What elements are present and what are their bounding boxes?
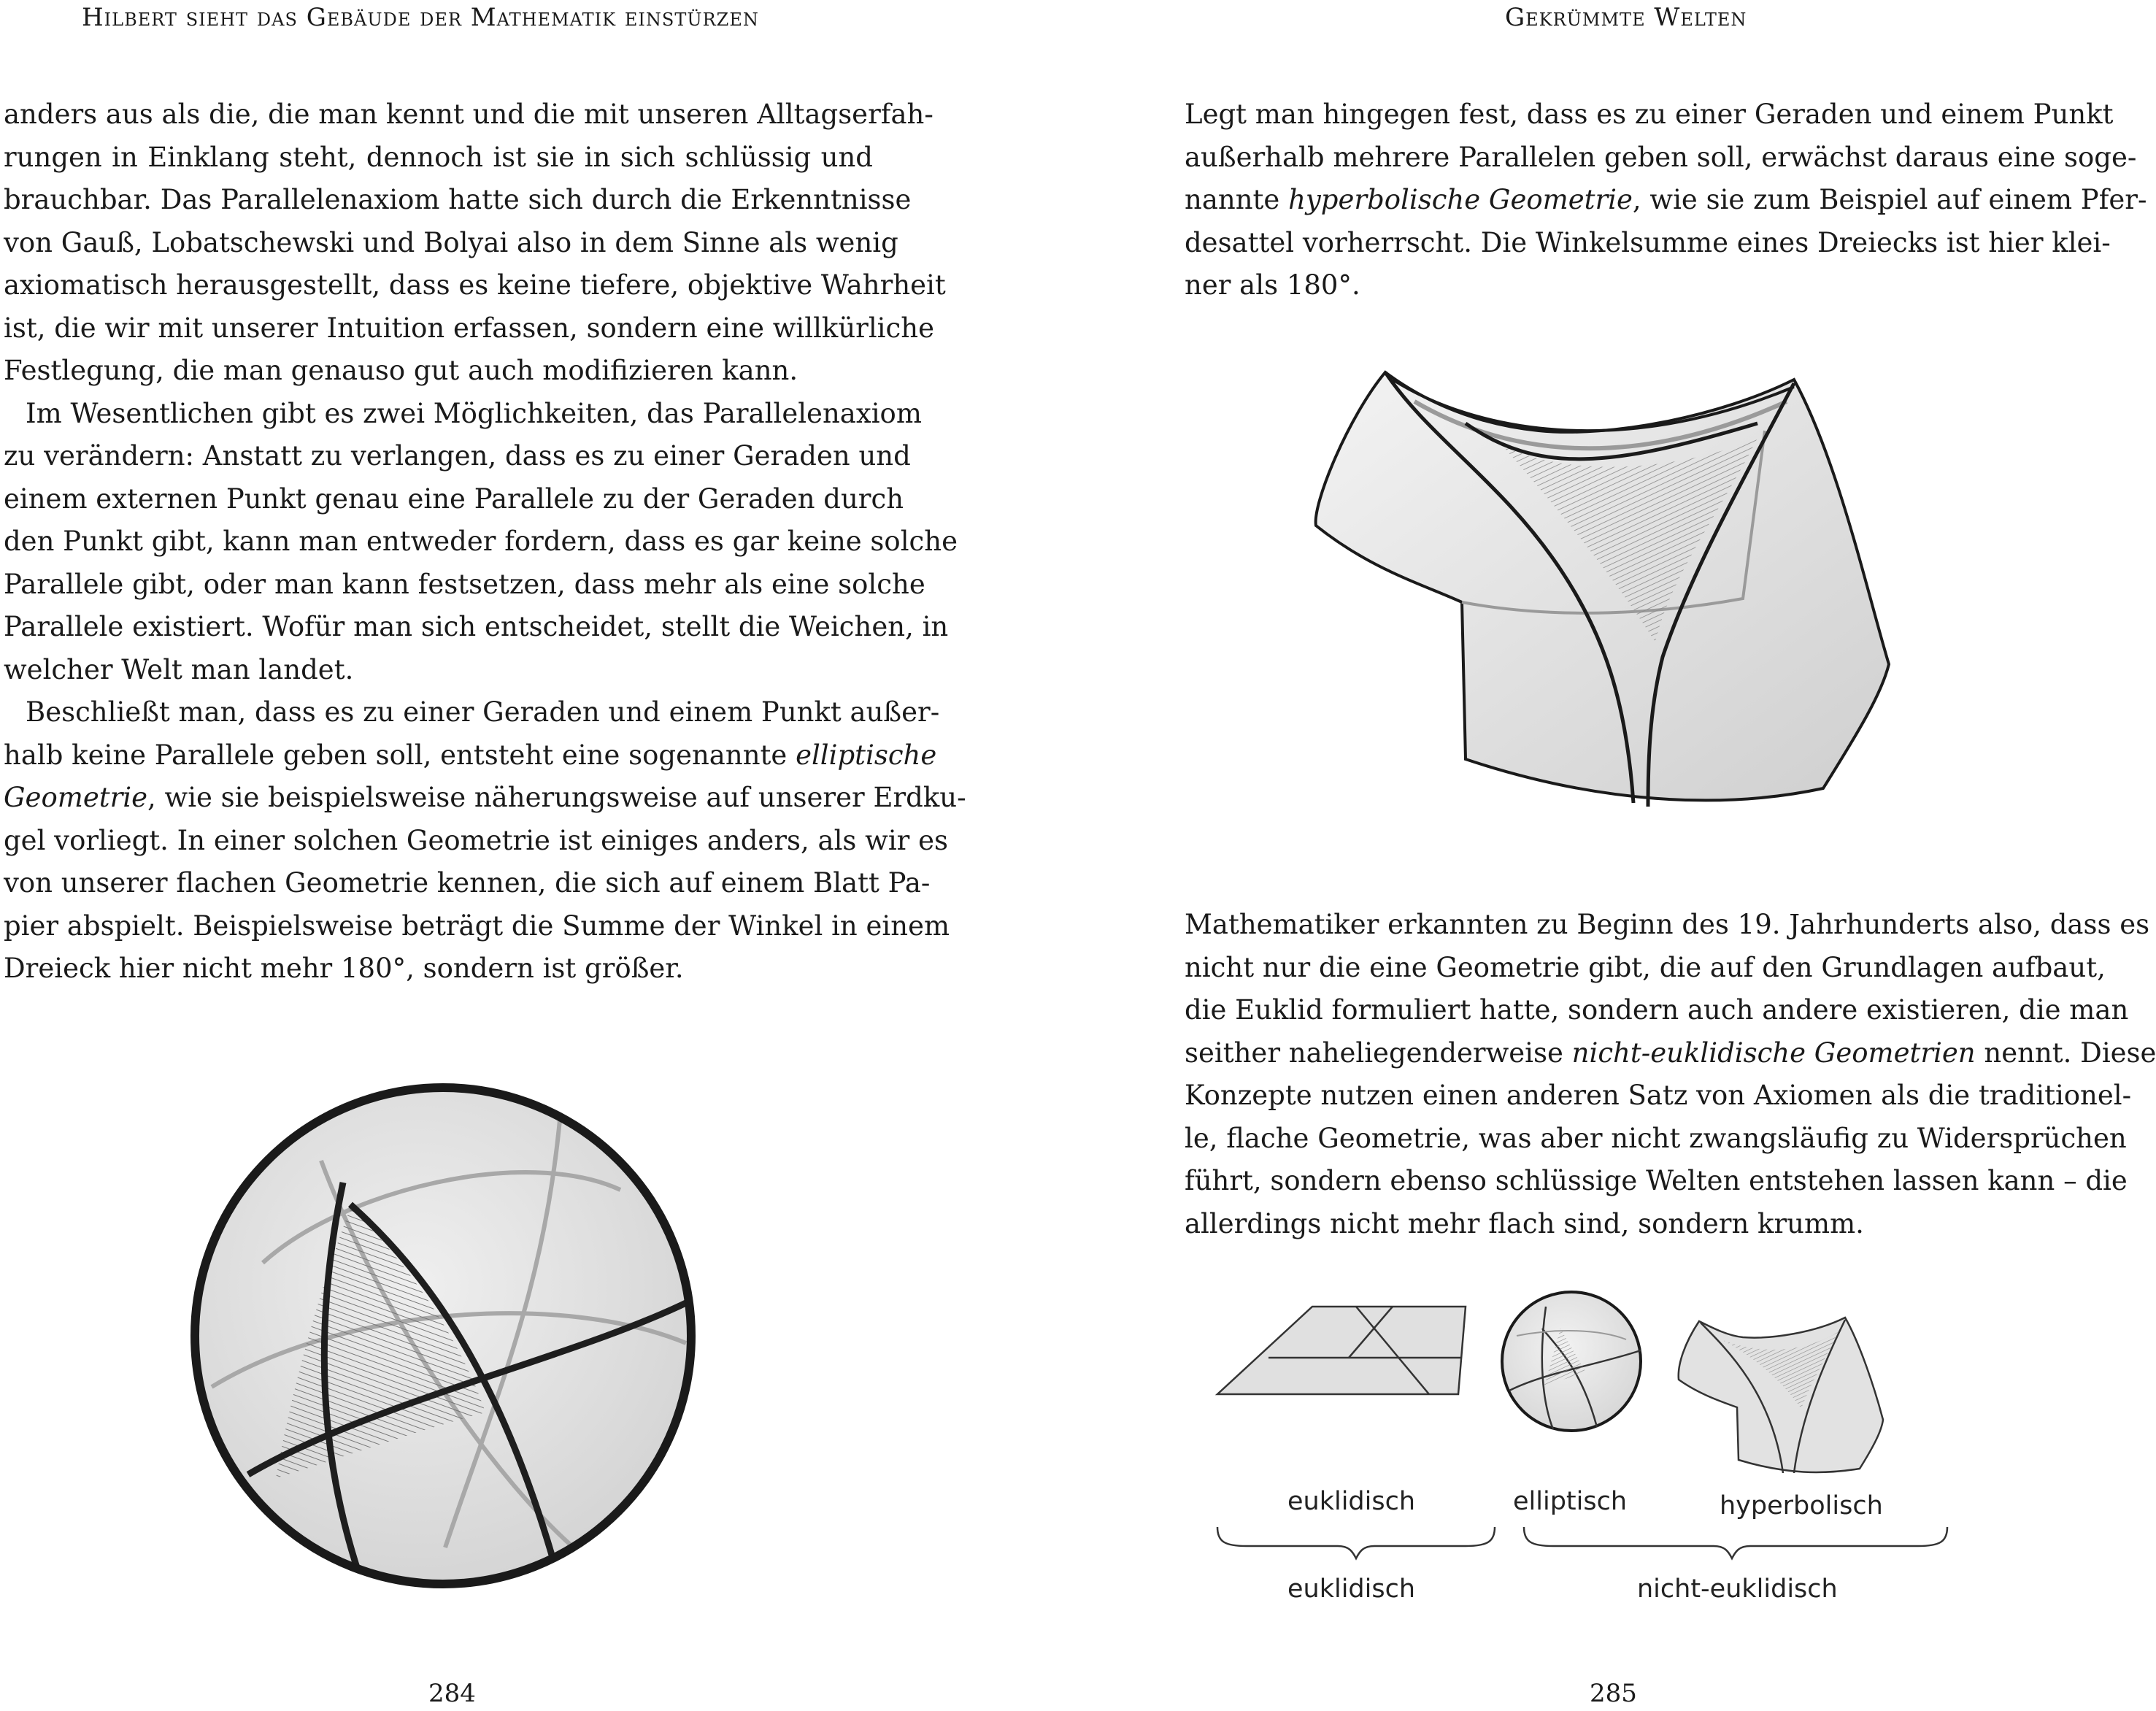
text-line: Beschließt man, dass es zu einer Geraden und einem Punkt außer- [26,696,940,728]
text-line: Dreieck hier nicht mehr 180°, sondern ist größer. [4,953,684,984]
italic-term: Geometrie [4,782,147,813]
saddle-body [1316,372,1889,800]
running-head-left: Hilbert sieht das Gebäude der Mathematik einstürzen [82,3,759,32]
text-run: nannte [1185,184,1289,215]
small-saddle-icon [1679,1318,1883,1473]
brace-euclid [1217,1527,1495,1558]
text-line: von Gauß, Lobatschewski und Bolyai also in dem Sinne als wenig [4,226,898,258]
text-line: rungen in Einklang steht, dennoch ist sie in sich schlüssig und [4,141,873,173]
text-line: Legt man hingegen fest, dass es zu einer Geraden und einem Punkt [1185,99,2114,130]
geometry-comparison-diagram [1217,1299,2057,1620]
text-line: anders aus als die, die man kennt und die mit unseren Alltagserfah- [4,99,933,130]
flat-plane-icon [1217,1307,1466,1394]
text-run: nennt. Diese [1975,1037,2156,1069]
brace-non-euclid [1524,1527,1947,1558]
text-line: Parallele existiert. Wofür man sich entscheidet, stellt die Weichen, in [4,611,949,642]
label-elliptic-top: elliptisch [1513,1487,1628,1516]
text-line: le, flache Geometrie, was aber nicht zwangsläufig zu Widersprüchen [1185,1122,2127,1154]
text-line: führt, sondern ebenso schlüssige Welten entstehen lassen kann – die [1185,1165,2128,1196]
label-euclid-bottom: euklidisch [1287,1574,1416,1604]
text-line: den Punkt gibt, kann man entweder fordern, dass es gar keine solche [4,526,958,557]
text-line [4,734,937,777]
italic-term: hyperbolische Geometrie [1288,184,1633,215]
text-line [4,777,966,820]
italic-term: elliptische [796,739,937,771]
text-line [1185,1032,2156,1075]
text-line: Konzepte nutzen einen anderen Satz von Axiomen als die traditionel- [1185,1080,2132,1111]
sphere-illustration [182,1080,708,1606]
text-run: , wie sie zum Beispiel auf einem Pfer- [1632,184,2147,215]
text-line: ner als 180°. [1185,269,1360,301]
page-number-left: 284 [428,1679,476,1708]
saddle-illustration [1283,350,1940,825]
text-line: axiomatisch herausgestellt, dass es keine tiefere, objektive Wahrheit [4,269,946,301]
text-line: Parallele gibt, oder man kann festsetzen, dass mehr als eine solche [4,568,925,600]
text-line: außerhalb mehrere Parallelen geben soll, erwächst daraus eine soge- [1185,141,2137,173]
small-sphere-icon [1502,1292,1641,1431]
text-run: , wie sie beispielsweise näherungsweise auf unserer Erdku- [147,782,966,813]
text-line: welcher Welt man landet. [4,653,354,685]
label-non-euclid-bottom: nicht-euklidisch [1637,1574,1838,1604]
left-page [0,0,1028,1711]
page-number-right: 285 [1590,1679,1637,1708]
label-euclid-top: euklidisch [1287,1487,1416,1516]
text-run: seither naheliegenderweise [1185,1037,1572,1069]
text-line: gel vorliegt. In einer solchen Geometrie ist einiges anders, als wir es [4,824,949,856]
text-line: von unserer flachen Geometrie kennen, die sich auf einem Blatt Pa- [4,867,931,899]
text-line: brauchbar. Das Parallelenaxiom hatte sich durch die Erkenntnisse [4,184,912,215]
text-line: nicht nur die eine Geometrie gibt, die auf den Grundlagen aufbaut, [1185,951,2106,983]
right-page [1028,0,2156,1711]
text-line: allerdings nicht mehr flach sind, sondern krumm. [1185,1207,1864,1239]
text-line: die Euklid formuliert hatte, sondern auch andere existieren, die man [1185,994,2129,1026]
italic-term: nicht-euklidische Geometrien [1571,1037,1976,1069]
text-line: einem externen Punkt genau eine Parallele zu der Geraden durch [4,482,904,515]
text-line: Im Wesentlichen gibt es zwei Möglichkeiten, das Parallelenaxiom [26,397,922,429]
right-text-block-2 [1185,904,2156,1245]
text-line: desattel vorherrscht. Die Winkelsumme eines Dreiecks ist hier klei- [1185,226,2111,258]
text-line [1185,179,2147,222]
text-line: Mathematiker erkannten zu Beginn des 19. Jahrhunderts also, dass es [1185,909,2150,940]
left-text-block [4,93,966,991]
text-run: halb keine Parallele geben soll, entsteht eine sogenannte [4,739,788,771]
text-line: Festlegung, die man genauso gut auch modifizieren kann. [4,355,798,386]
text-line: zu verändern: Anstatt zu verlangen, dass es zu einer Geraden und [4,440,911,472]
running-head-right: Gekrümmte Welten [1505,3,1747,32]
right-text-block-1 [1185,93,2147,307]
text-line: ist, die wir mit unserer Intuition erfassen, sondern eine willkürliche [4,312,934,344]
text-line: pier abspielt. Beispielsweise beträgt die Summe der Winkel in einem [4,910,950,942]
label-hyperbolic-top: hyperbolisch [1720,1491,1883,1520]
